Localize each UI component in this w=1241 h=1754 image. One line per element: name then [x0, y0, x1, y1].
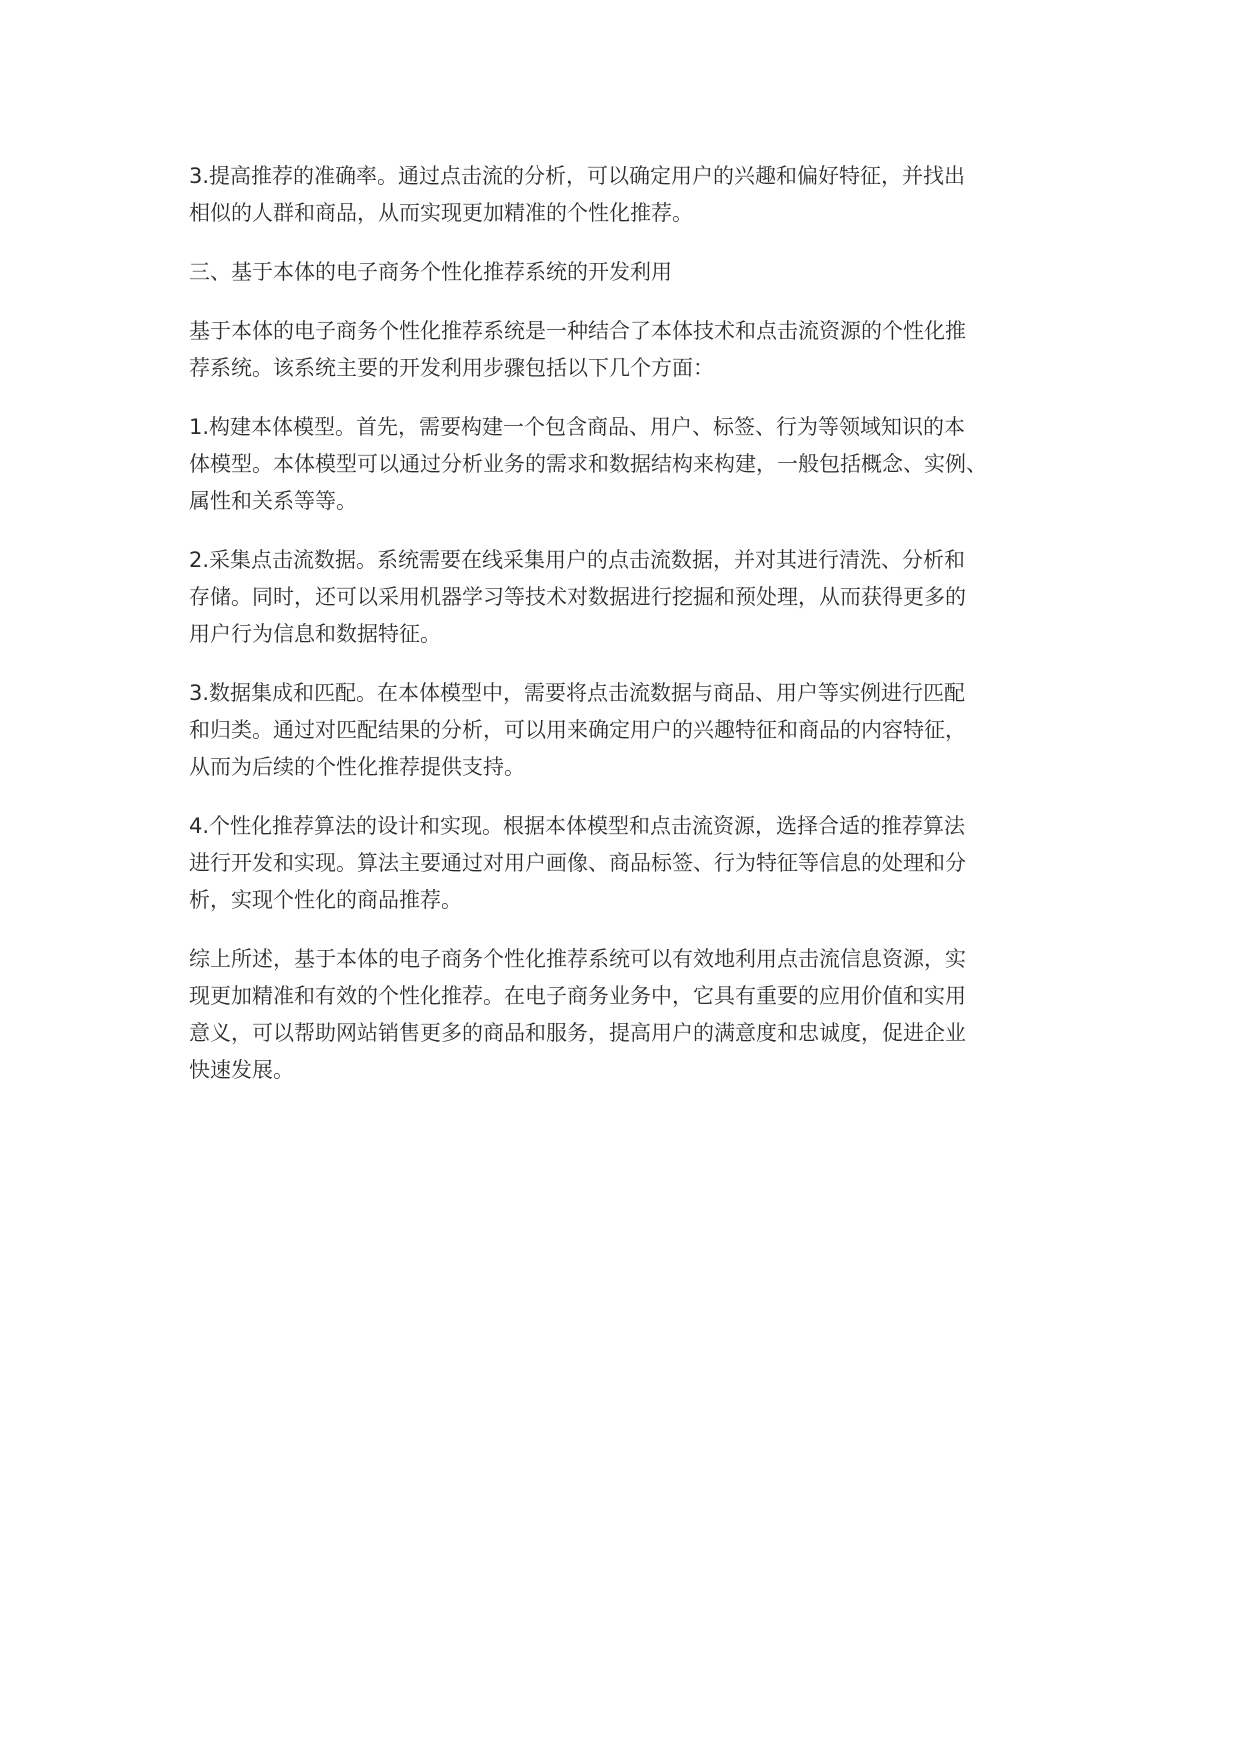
text-line: 从而为后续的个性化推荐提供支持。: [189, 755, 525, 779]
text-line: 和归类。通过对匹配结果的分析，可以用来确定用户的兴趣特征和商品的内容特征，: [189, 718, 966, 742]
text-line: 属性和关系等等。: [189, 489, 357, 513]
text-line: 1.构建本体模型。首先，需要构建一个包含商品、用户、标签、行为等领域知识的本: [189, 415, 966, 439]
paragraph-conclusion: [189, 941, 1089, 1089]
text-line: 相似的人群和商品，从而实现更加精准的个性化推荐。: [189, 201, 693, 225]
text-line: 3.提高推荐的准确率。通过点击流的分析，可以确定用户的兴趣和偏好特征，并找出: [189, 164, 966, 188]
paragraph-step-2: [189, 542, 1089, 653]
paragraph-step-4: [189, 808, 1089, 919]
text-line: 存储。同时，还可以采用机器学习等技术对数据进行挖掘和预处理，从而获得更多的: [189, 585, 966, 609]
text-line: 快速发展。: [189, 1058, 294, 1082]
text-line: 析，实现个性化的商品推荐。: [189, 888, 462, 912]
text-line: 意义，可以帮助网站销售更多的商品和服务，提高用户的满意度和忠诚度，促进企业: [189, 1021, 966, 1045]
paragraph-accuracy: [189, 158, 1089, 232]
text-line: 进行开发和实现。算法主要通过对用户画像、商品标签、行为特征等信息的处理和分: [189, 851, 966, 875]
text-line: 2.采集点击流数据。系统需要在线采集用户的点击流数据，并对其进行清洗、分析和: [189, 548, 966, 572]
text-line: 基于本体的电子商务个性化推荐系统是一种结合了本体技术和点击流资源的个性化推: [189, 319, 966, 343]
text-line: 3.数据集成和匹配。在本体模型中，需要将点击流数据与商品、用户等实例进行匹配: [189, 681, 966, 705]
document-body: [189, 158, 1089, 1111]
paragraph-step-1: [189, 409, 1089, 520]
section-heading: [189, 254, 1089, 291]
text-line: 综上所述，基于本体的电子商务个性化推荐系统可以有效地利用点击流信息资源，实: [189, 947, 966, 971]
text-line: 4.个性化推荐算法的设计和实现。根据本体模型和点击流资源，选择合适的推荐算法: [189, 814, 966, 838]
text-line: 荐系统。该系统主要的开发利用步骤包括以下几个方面：: [189, 356, 714, 380]
text-line: 体模型。本体模型可以通过分析业务的需求和数据结构来构建，一般包括概念、实例、: [189, 452, 987, 476]
heading-text: 三、基于本体的电子商务个性化推荐系统的开发利用: [189, 260, 672, 284]
text-line: 现更加精准和有效的个性化推荐。在电子商务业务中，它具有重要的应用价值和实用: [189, 984, 966, 1008]
text-line: 用户行为信息和数据特征。: [189, 622, 441, 646]
paragraph-step-3: [189, 675, 1089, 786]
paragraph-intro: [189, 313, 1089, 387]
